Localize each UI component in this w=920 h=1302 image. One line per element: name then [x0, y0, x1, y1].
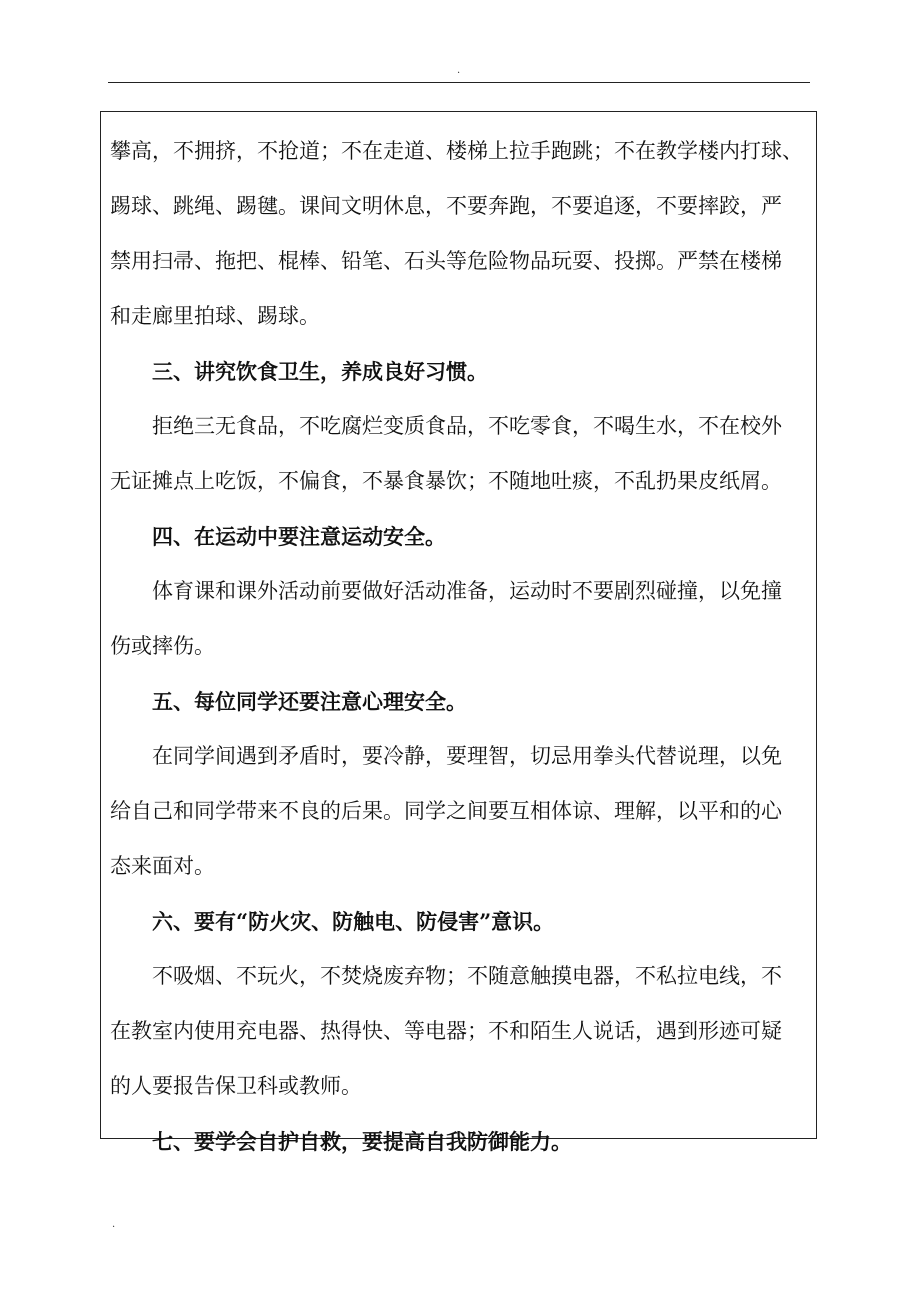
text-line: 在教室内使用充电器、热得快、等电器；不和陌生人说话，遇到形迹可疑	[110, 1019, 782, 1043]
text-line: 踢球、跳绳、踢毽。课间文明休息，不要奔跑，不要追逐，不要摔跤，严	[110, 194, 782, 218]
text-line: 不吸烟、不玩火，不焚烧废弃物；不随意触摸电器，不私拉电线，不	[152, 964, 782, 988]
text-line: 在同学间遇到矛盾时，要冷静，要理智，切忌用拳头代替说理，以免	[152, 744, 782, 768]
text-line: 伤或摔伤。	[110, 634, 215, 658]
text-line: 拒绝三无食品，不吃腐烂变质食品，不吃零食，不喝生水，不在校外	[152, 414, 782, 438]
section-heading: 三、讲究饮食卫生，养成良好习惯。	[152, 359, 488, 384]
document-body	[110, 124, 810, 1169]
section-heading: 七、要学会自护自救，要提高自我防御能力。	[152, 1129, 572, 1154]
header-dot: .	[457, 65, 461, 76]
footer-dot: .	[112, 1219, 116, 1230]
section-heading: 四、在运动中要注意运动安全。	[152, 524, 446, 549]
text-line: 和走廊里拍球、踢球。	[110, 304, 320, 328]
text-line: 体育课和课外活动前要做好活动准备，运动时不要剧烈碰撞，以免撞	[152, 579, 782, 603]
text-line: 攀高，不拥挤，不抢道；不在走道、楼梯上拉手跑跳；不在教学楼内打球、	[110, 139, 803, 163]
text-line: 给自己和同学带来不良的后果。同学之间要互相体谅、理解，以平和的心	[110, 799, 782, 823]
header-rule	[108, 82, 810, 83]
text-line: 无证摊点上吃饭，不偏食，不暴食暴饮；不随地吐痰，不乱扔果皮纸屑。	[110, 469, 782, 493]
section-heading: 五、每位同学还要注意心理安全。	[152, 689, 467, 714]
text-line: 禁用扫帚、拖把、棍棒、铅笔、石头等危险物品玩耍、投掷。严禁在楼梯	[110, 249, 782, 273]
text-line: 态来面对。	[110, 854, 215, 878]
section-heading: 六、要有“防火灾、防触电、防侵害”意识。	[152, 909, 555, 934]
content-frame	[100, 111, 817, 1154]
text-line: 的人要报告保卫科或教师。	[110, 1074, 362, 1098]
